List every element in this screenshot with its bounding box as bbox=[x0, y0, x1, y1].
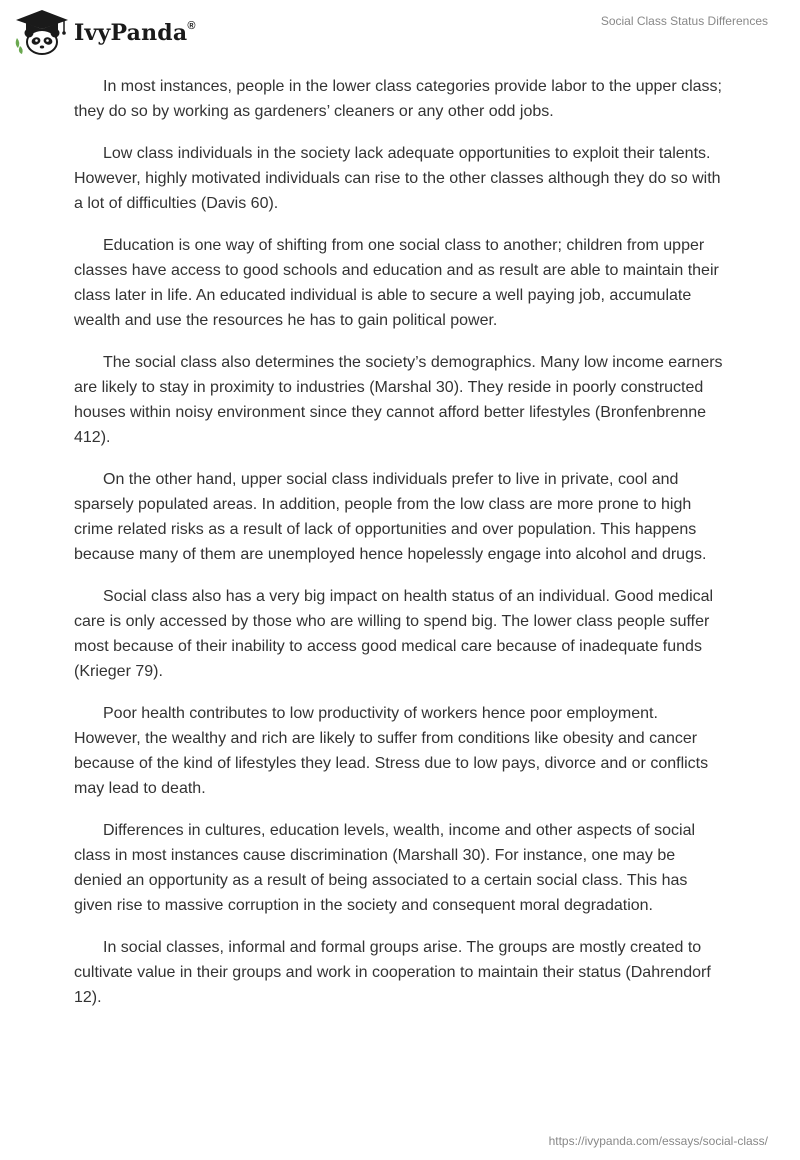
paragraph: The social class also determines the society’s demographics. Many low income earners are likely to stay in proximity to industries (Marshal 30). They reside in poorly constructed houses within noisy environment since they cannot afford better lifestyles (Bronfenbrenne 412). bbox=[74, 354, 723, 446]
essay-body bbox=[74, 74, 726, 1027]
paragraph: Low class individuals in the society lack adequate opportunities to exploit their talents. However, highly motivated individuals can rise to the other classes although they do so with a lot of difficulties (Davis 60). bbox=[74, 145, 721, 212]
paragraph: Poor health contributes to low productivity of workers hence poor employment. However, the wealthy and rich are likely to suffer from conditions like obesity and cancer because of the kind of lifestyles they lead. Stress due to low pays, divorce and or conflicts may lead to death. bbox=[74, 705, 709, 797]
paragraph: Differences in cultures, education levels, wealth, income and other aspects of social class in most instances cause discrimination (Marshall 30). For instance, one may be denied an opportunity as a result of being associated to a certain social class. This has given rise to massive corruption in the society and consequent moral degradation. bbox=[74, 822, 696, 914]
paragraph: On the other hand, upper social class individuals prefer to live in private, cool and sparsely populated areas. In addition, people from the low class are more prone to high crime related risks as a result of lack of opportunities and over population. This happens because many of them are unemployed hence hopelessly engage into alcohol and drugs. bbox=[74, 471, 707, 563]
paragraph: In most instances, people in the lower class categories provide labor to the upper class; they do so by working as gardeners’ cleaners or any other odd jobs. bbox=[74, 78, 722, 120]
panda-graduation-cap-icon bbox=[14, 8, 70, 56]
page-header bbox=[0, 0, 800, 60]
registered-mark: ® bbox=[187, 19, 196, 32]
paragraph: In social classes, informal and formal groups arise. The groups are mostly created to cultivate value in their groups and work in cooperation to maintain their status (Dahrendorf 12). bbox=[74, 939, 711, 1006]
paragraph: Social class also has a very big impact on health status of an individual. Good medical care is only accessed by those who are willing to spend big. The lower class people suffer most because of their inability to access good medical care because of inadequate funds (Krieger 79). bbox=[74, 588, 714, 680]
source-url[interactable]: https://ivypanda.com/essays/social-class/ bbox=[548, 1134, 768, 1148]
document-title: Social Class Status Differences bbox=[600, 14, 768, 28]
brand-logo[interactable] bbox=[14, 8, 196, 56]
brand-name: IvyPanda® bbox=[74, 19, 196, 46]
paragraph: Education is one way of shifting from one social class to another; children from upper classes have access to good schools and education and as result are able to maintain their class later in life. An educated individual is able to secure a well paying job, accumulate wealth and use the resources he has to gain political power. bbox=[74, 237, 719, 329]
